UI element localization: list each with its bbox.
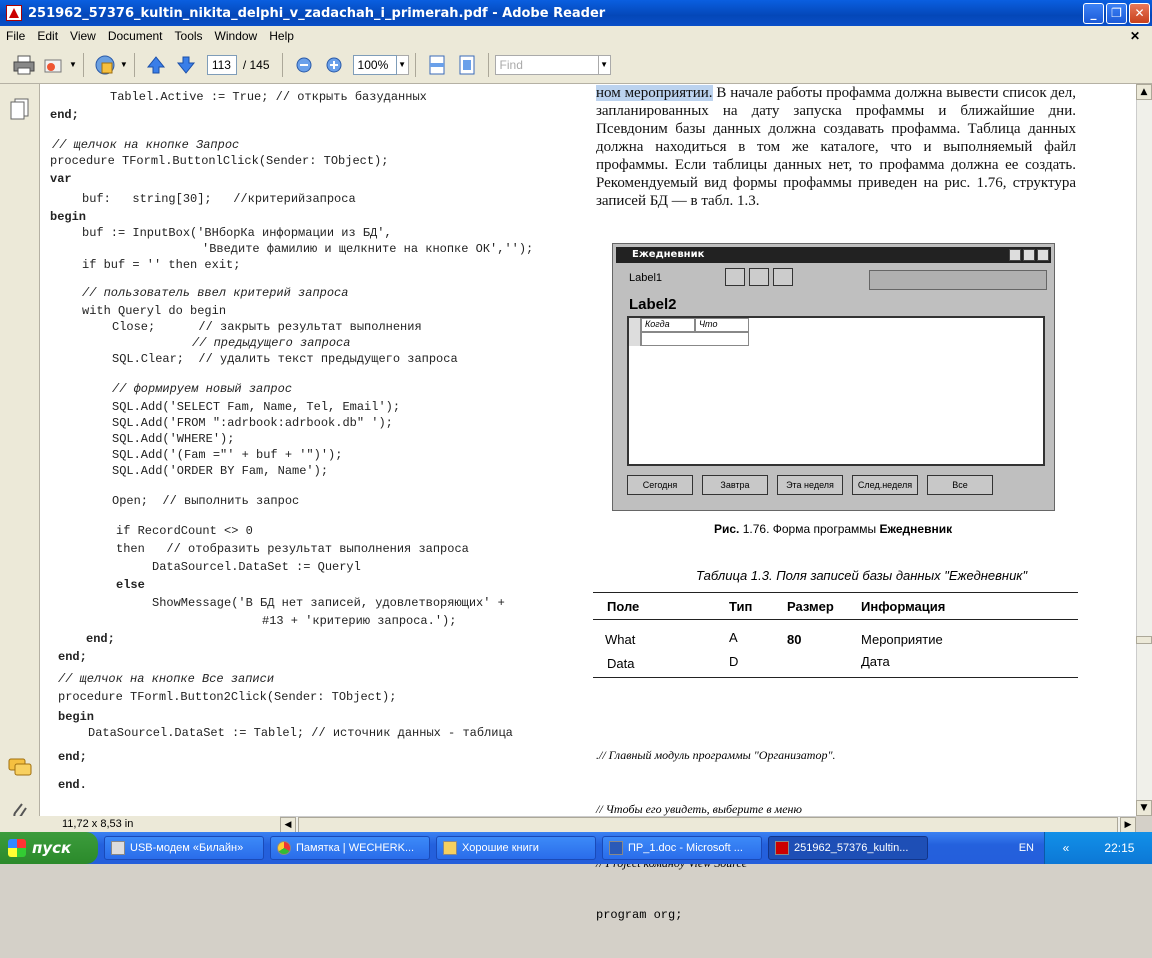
code-line: // щелчок на кнопке Все записи	[58, 672, 275, 686]
selected-text: ном мероприятии.	[596, 85, 713, 101]
code-line: end.	[58, 778, 87, 792]
code-line: 'Введите фамилию и щелкните на кнопке ОК','');	[202, 242, 534, 256]
figure-label1: Label1	[629, 272, 663, 284]
previous-page-icon[interactable]	[144, 53, 168, 77]
code-line: SQL.Add('FROM ":adrbook:adrbook.db" ');	[112, 416, 393, 430]
code-line: end;	[86, 632, 115, 646]
code-line: SQL.Add('(Fam ="' + buf + '")');	[112, 448, 343, 462]
code-line: SQL.Clear; // удалить текст предыдущего запроса	[112, 352, 458, 366]
table-row: What A 80 Мероприятие	[605, 630, 943, 647]
menu-file[interactable]: File	[6, 29, 26, 43]
code-line: SQL.Add('WHERE');	[112, 432, 235, 446]
figure-close-icon	[1037, 249, 1049, 261]
print-icon[interactable]	[12, 53, 36, 77]
system-tray	[1044, 832, 1152, 864]
code-line: // формируем новый запрос	[112, 382, 293, 396]
title-bar	[0, 0, 1152, 26]
adobe-reader-icon	[6, 5, 22, 21]
code-line: end;	[58, 650, 87, 664]
code-line: // пользователь ввел критерий запроса	[82, 286, 349, 300]
task-browser[interactable]: Памятка | WECHERK...	[270, 836, 430, 860]
fit-page-icon[interactable]	[455, 53, 479, 77]
figure-label2: Label2	[629, 296, 677, 313]
code-line: // предыдущего запроса	[192, 336, 351, 350]
code-line: end;	[50, 108, 79, 122]
code-line: #13 + 'критерию запроса.');	[262, 614, 457, 628]
pages-icon[interactable]	[10, 98, 30, 124]
figure-form-screenshot	[612, 243, 1055, 511]
figure-button: Завтра	[702, 475, 768, 495]
start-button[interactable]: пуск	[0, 832, 98, 864]
zoom-input[interactable]: 100%	[353, 55, 397, 75]
figure-button: Все	[927, 475, 993, 495]
code-line: Open; // выполнить запрос	[112, 494, 300, 508]
menu-tools[interactable]: Tools	[174, 29, 203, 43]
task-usb-modem[interactable]: USB-модем «Билайн»	[104, 836, 264, 860]
code-line: buf: string[30]; //критерийзапроса	[82, 192, 356, 206]
horizontal-scroll-thumb[interactable]	[298, 817, 1118, 833]
minimize-button[interactable]: _	[1083, 3, 1104, 24]
fit-width-icon[interactable]	[425, 53, 449, 77]
figure-col-when: Когда	[641, 318, 695, 332]
vertical-scrollbar[interactable]	[1136, 84, 1152, 816]
code-line: with Queryl do begin	[82, 304, 227, 318]
figure-window-title: Ежедневник	[616, 247, 1051, 263]
figure-minimize-icon	[1009, 249, 1021, 261]
scroll-right-icon[interactable]: ▶	[1120, 817, 1136, 833]
chrome-icon	[277, 841, 291, 855]
figure-help-icon	[749, 268, 769, 286]
code-line: if RecordCount <> 0	[116, 524, 253, 538]
menu-window[interactable]: Window	[214, 29, 258, 43]
figure-col-what: Что	[695, 318, 749, 332]
close-button[interactable]: ✕	[1129, 3, 1150, 24]
scroll-up-icon[interactable]: ▲	[1136, 84, 1152, 100]
scroll-left-icon[interactable]: ◀	[280, 817, 296, 833]
document-close-icon[interactable]: ✕	[1129, 29, 1140, 43]
figure-grid	[627, 316, 1045, 466]
word-icon	[609, 841, 623, 855]
code-line: if buf = '' then exit;	[82, 258, 241, 272]
folder-icon	[443, 841, 457, 855]
code-line: var	[50, 172, 72, 186]
code-line: begin	[58, 710, 95, 724]
window-title: 251962_57376_kultin_nikita_delphi_v_zadachah_i_primerah.pdf - Adobe Reader	[28, 5, 606, 21]
scroll-thumb[interactable]	[1136, 636, 1152, 644]
tray-expand-icon[interactable]: «	[1062, 841, 1070, 855]
menu-help[interactable]: Help	[269, 29, 294, 43]
menu-view[interactable]: View	[70, 29, 96, 43]
status-page-size: 11,72 x 8,53 in	[0, 816, 280, 832]
figure-table-icon	[773, 268, 793, 286]
maximize-button[interactable]: ❐	[1106, 3, 1127, 24]
next-page-icon[interactable]	[174, 53, 198, 77]
figure-button: Сегодня	[627, 475, 693, 495]
code-line: end;	[58, 750, 87, 764]
code-line: Close; // закрыть результат выполнения	[112, 320, 422, 334]
navigation-panel	[0, 84, 40, 816]
collaborate-dropdown-icon[interactable]: ▼	[119, 60, 128, 69]
page-number-input[interactable]: 113	[207, 55, 237, 75]
code-line: SQL.Add('ORDER BY Fam, Name');	[112, 464, 329, 478]
task-word[interactable]: ПР_1.doc - Microsoft ...	[602, 836, 762, 860]
windows-logo-icon	[8, 839, 26, 857]
scroll-down-icon[interactable]: ▼	[1136, 800, 1152, 816]
figure-caption: Рис. 1.76. Форма программы Ежедневник	[714, 522, 953, 536]
code-line: ShowMessage('В БД нет записей, удовлетворяющих' +	[152, 596, 505, 610]
task-adobe-reader[interactable]: 251962_57376_kultin...	[768, 836, 928, 860]
fields-table	[593, 592, 1078, 678]
table-caption: Таблица 1.3. Поля записей базы данных "Ежедневник"	[696, 568, 1028, 583]
code-line: // щелчок на кнопке Запрос	[52, 138, 240, 152]
code-line: then // отобразить результат выполнения запроса	[116, 542, 469, 556]
code-line: DataSourcel.DataSet := Queryl	[152, 560, 361, 574]
figure-navigator	[869, 270, 1047, 290]
figure-maximize-icon	[1023, 249, 1035, 261]
code-line: procedure TForml.ButtonlClick(Sender: TObject);	[50, 154, 389, 168]
find-input[interactable]: Find	[495, 55, 599, 75]
modem-icon	[111, 841, 125, 855]
menu-bar	[0, 26, 1152, 46]
code-line: Tablel.Active := True; // открыть базуданных	[110, 90, 427, 104]
zoom-dropdown-icon[interactable]: ▼	[397, 55, 409, 75]
page-total: / 145	[242, 57, 270, 72]
code-line: buf := InputBox('ВНборКа информации из БД',	[82, 226, 392, 240]
zoom-in-icon[interactable]	[322, 53, 346, 77]
program-code: .// Главный модуль программы "Организатор". // Чтобы его увидеть, выберите в меню program org;	[596, 748, 836, 922]
horizontal-scrollbar[interactable]	[280, 816, 1136, 832]
collaborate-icon[interactable]	[93, 53, 117, 77]
email-dropdown-icon[interactable]: ▼	[69, 60, 77, 69]
toolbar	[0, 46, 1152, 84]
comments-icon[interactable]	[8, 758, 32, 782]
code-line: else	[116, 578, 145, 592]
pdf-icon	[775, 841, 789, 855]
email-icon[interactable]	[42, 53, 66, 77]
menu-edit[interactable]: Edit	[37, 29, 59, 43]
table-row: Data D Дата	[593, 654, 1078, 678]
clock: 22:15	[1104, 841, 1135, 855]
table-header: Поле Тип Размер Информация	[593, 592, 1078, 620]
figure-button: Эта неделя	[777, 475, 843, 495]
code-line: DataSourcel.DataSet := Tablel; // источник данных - таблица	[88, 726, 513, 740]
figure-calendar-icon	[725, 268, 745, 286]
zoom-out-icon[interactable]	[292, 53, 316, 77]
code-line: SQL.Add('SELECT Fam, Name, Tel, Email');	[112, 400, 401, 414]
language-indicator[interactable]: EN	[1018, 842, 1034, 854]
code-line: begin	[50, 210, 87, 224]
task-folder[interactable]: Хорошие книги	[436, 836, 596, 860]
menu-document[interactable]: Document	[107, 29, 163, 43]
taskbar	[0, 832, 1152, 864]
code-line: procedure TForml.Button2Click(Sender: TObject);	[58, 690, 397, 704]
body-paragraph: ном мероприятии. В начале работы профамма должна вывести список дел, запланированных на дату запуска профаммы и ближайшие дни. Псевдоним базы данных должна создавать профамма. Таблица данных должна находиться в том же каталоге, что и выполняемый файл профаммы. Если таблицы данных нет, то профамма должна ее создать. Рекомендуемый вид формы профаммы приведен на рис. 1.76, структура записей БД — в табл. 1.3.	[596, 85, 1076, 209]
find-dropdown-icon[interactable]: ▼	[599, 55, 611, 75]
figure-button: След.неделя	[852, 475, 918, 495]
